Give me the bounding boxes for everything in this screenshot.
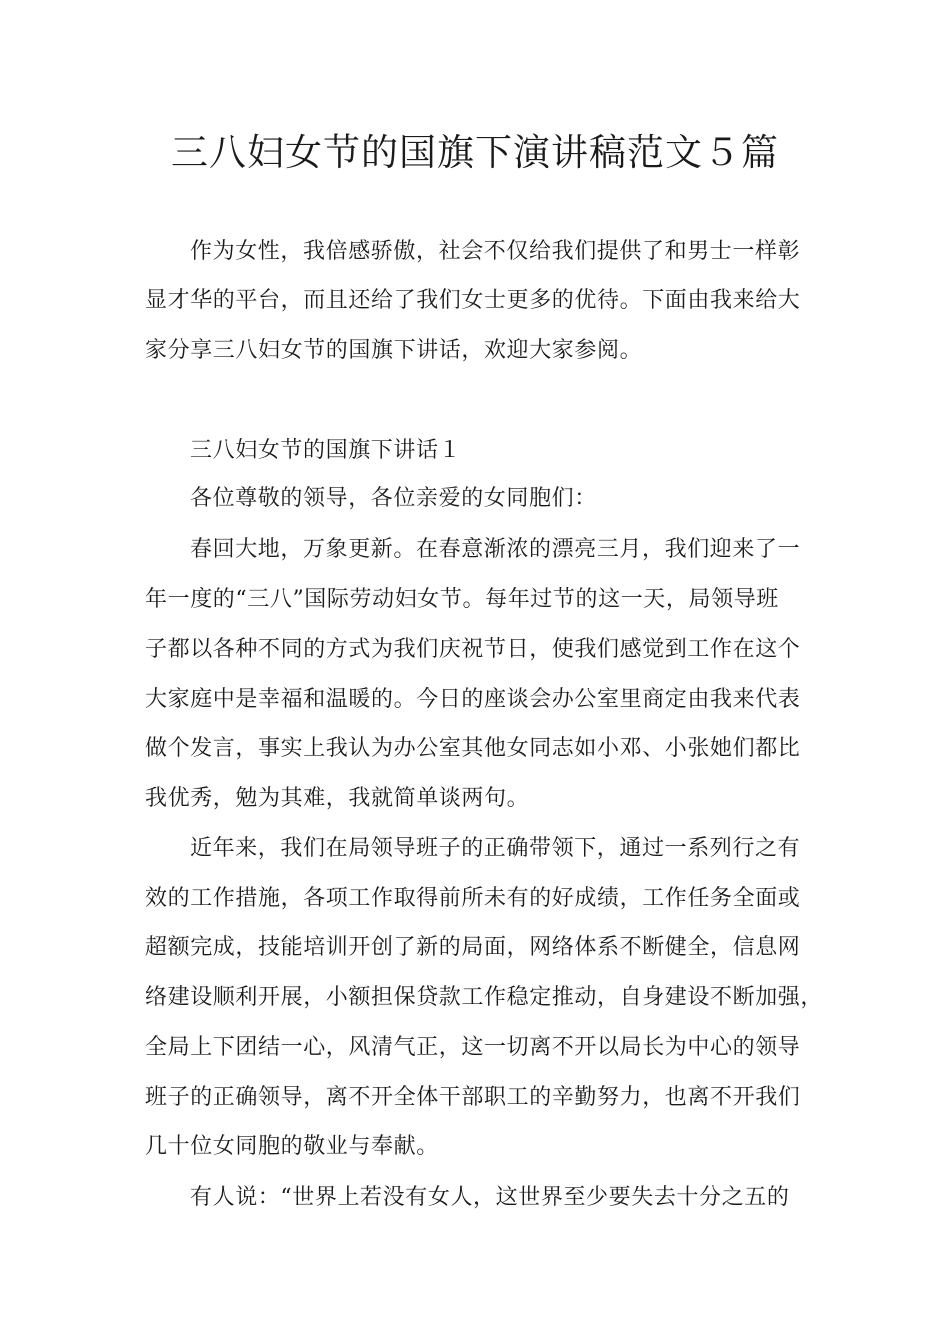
paragraph-1-line-1: 春回大地，万象更新。在春意渐浓的漂亮三月，我们迎来了一 [190, 537, 801, 562]
paragraph-2-line-3: 超额完成，技能培训开创了新的局面，网络体系不断健全，信息网 [145, 935, 801, 960]
paragraph-1-line-2: 年一度的“三八”国际劳动妇女节。每年过节的这一天，局领导班 [145, 587, 779, 612]
document-title: 三八妇女节的国旗下演讲稿范文５篇 [171, 131, 779, 174]
salutation: 各位尊敬的领导，各位亲爱的女同胞们： [190, 486, 597, 511]
intro-line-2: 显才华的平台，而且还给了我们女士更多的优待。下面由我来给大 [145, 288, 801, 313]
paragraph-2-line-5: 全局上下团结一心，风清气正，这一切离不开以局长为中心的领导 [145, 1035, 801, 1060]
intro-line-1: 作为女性，我倍感骄傲，社会不仅给我们提供了和男士一样彰 [190, 239, 801, 264]
intro-line-3: 家分享三八妇女节的国旗下讲话，欢迎大家参阅。 [145, 338, 643, 363]
paragraph-2-line-1: 近年来，我们在局领导班子的正确带领下，通过一系列行之有 [190, 836, 801, 861]
paragraph-2-line-7: 几十位女同胞的敬业与奉献。 [145, 1134, 439, 1159]
paragraph-3-line-1: 有人说：“世界上若没有女人，这世界至少要失去十分之五的 [190, 1185, 790, 1210]
paragraph-1-line-3: 子都以各种不同的方式为我们庆祝节日，使我们感觉到工作在这个 [145, 637, 801, 662]
paragraph-1-line-4: 大家庭中是幸福和温暖的。今日的座谈会办公室里商定由我来代表 [145, 687, 801, 712]
paragraph-2-line-6: 班子的正确领导，离不开全体干部职工的辛勤努力，也离不开我们 [145, 1085, 801, 1110]
paragraph-1-line-5: 做个发言，事实上我认为办公室其他女同志如小邓、小张她们都比 [145, 736, 801, 761]
paragraph-2-line-4: 络建设顺利开展，小额担保贷款工作稳定推动，自身建设不断加强， [145, 985, 824, 1010]
section-heading: 三八妇女节的国旗下讲话１ [190, 438, 462, 463]
paragraph-1-line-6: 我优秀，勉为其难，我就简单谈两句。 [145, 786, 530, 811]
paragraph-2-line-2: 效的工作措施，各项工作取得前所未有的好成绩，工作任务全面或 [145, 886, 801, 911]
